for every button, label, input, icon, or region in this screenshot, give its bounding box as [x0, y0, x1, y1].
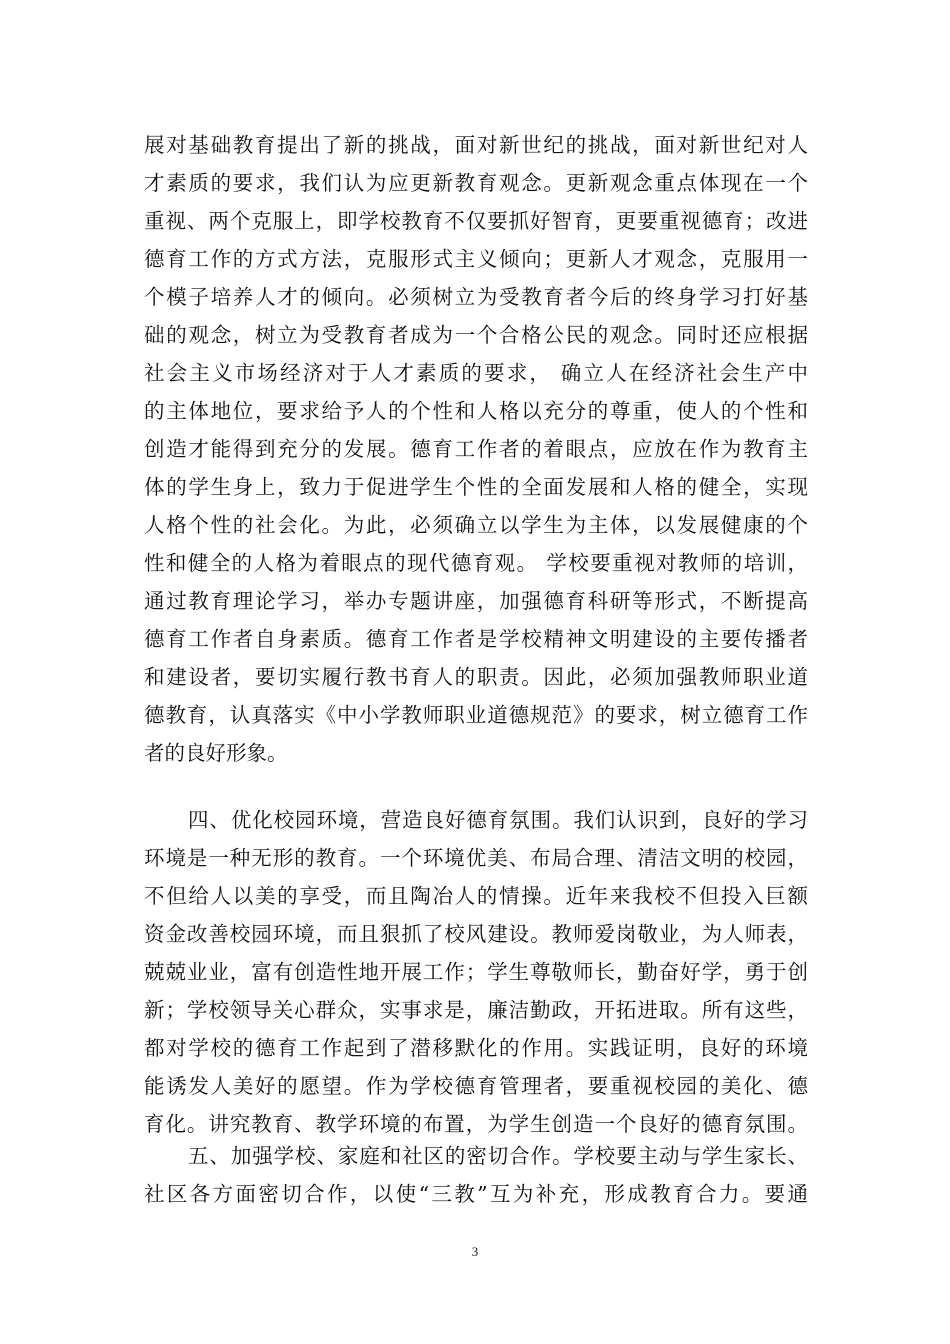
text-line: 环境是一种无形的教育。一个环境优美、布局合理、清洁文明的校园，	[144, 846, 808, 870]
text-line: 础的观念，树立为受教育者成为一个合格公民的观念。同时还应根据	[144, 323, 808, 347]
text-line: 性和健全的人格为着眼点的现代德育观。 学校要重视对教师的培训，	[144, 551, 808, 575]
text-line: 社会主义市场经济对于人才素质的要求， 确立人在经济社会生产中	[144, 361, 808, 385]
text-line: 兢兢业业，富有创造性地开展工作；学生尊敬师长，勤奋好学，勇于创	[144, 960, 808, 984]
text-line: 和建设者，要切实履行教书育人的职责。因此，必须加强教师职业道	[144, 665, 808, 689]
text-line: 五、加强学校、家庭和社区的密切合作。学校要主动与学生家长、	[188, 1144, 808, 1168]
text-line: 重视、两个克服上，即学校教育不仅要抓好智育，更要重视德育；改进	[144, 209, 808, 233]
text-line: 德育工作者自身素质。德育工作者是学校精神文明建设的主要传播者	[144, 627, 808, 651]
text-line: 人格个性的社会化。为此，必须确立以学生为主体，以发展健康的个	[144, 513, 808, 537]
text-line: 个模子培养人才的倾向。必须树立为受教育者今后的终身学习打好基	[144, 285, 808, 309]
text-line: 资金改善校园环境，而且狠抓了校风建设。教师爱岗敬业，为人师表，	[144, 922, 808, 946]
text-line: 德育工作的方式方法，克服形式主义倾向；更新人才观念，克服用一	[144, 247, 808, 271]
text-line: 社区各方面密切合作，以使“三教”互为补充，形成教育合力。要通	[144, 1182, 808, 1206]
text-line: 者的良好形象。	[144, 741, 288, 765]
text-line: 育化。讲究教育、教学环境的布置，为学生创造一个良好的德育氛围。	[144, 1112, 808, 1136]
paragraph-continued	[144, 126, 808, 772]
text-line: 能诱发人美好的愿望。作为学校德育管理者，要重视校园的美化、德	[144, 1074, 808, 1098]
text-line: 才素质的要求，我们认为应更新教育观念。更新观念重点体现在一个	[144, 171, 808, 195]
text-line: 体的学生身上，致力于促进学生个性的全面发展和人格的健全，实现	[144, 475, 808, 499]
text-line: 都对学校的德育工作起到了潜移默化的作用。实践证明，良好的环境	[144, 1036, 808, 1060]
text-line: 通过教育理论学习，举办专题讲座，加强德育科研等形式，不断提高	[144, 589, 808, 613]
text-line: 新；学校领导关心群众，实事求是，廉洁勤政，开拓进取。所有这些，	[144, 998, 808, 1022]
text-line: 的主体地位，要求给予人的个性和人格以充分的尊重，使人的个性和	[144, 399, 808, 423]
page-number: 3	[471, 1244, 479, 1259]
text-line: 展对基础教育提出了新的挑战，面对新世纪的挑战，面对新世纪对人	[144, 133, 808, 157]
text-line: 不但给人以美的享受，而且陶冶人的情操。近年来我校不但投入巨额	[144, 884, 808, 908]
text-line: 四、优化校园环境，营造良好德育氛围。我们认识到，良好的学习	[188, 808, 808, 832]
paragraph-section-five	[144, 1137, 808, 1213]
text-line: 德教育，认真落实《中小学教师职业道德规范》的要求，树立德育工作	[144, 703, 808, 727]
paragraph-section-four	[144, 801, 808, 1143]
text-line: 创造才能得到充分的发展。德育工作者的着眼点，应放在作为教育主	[144, 437, 808, 461]
